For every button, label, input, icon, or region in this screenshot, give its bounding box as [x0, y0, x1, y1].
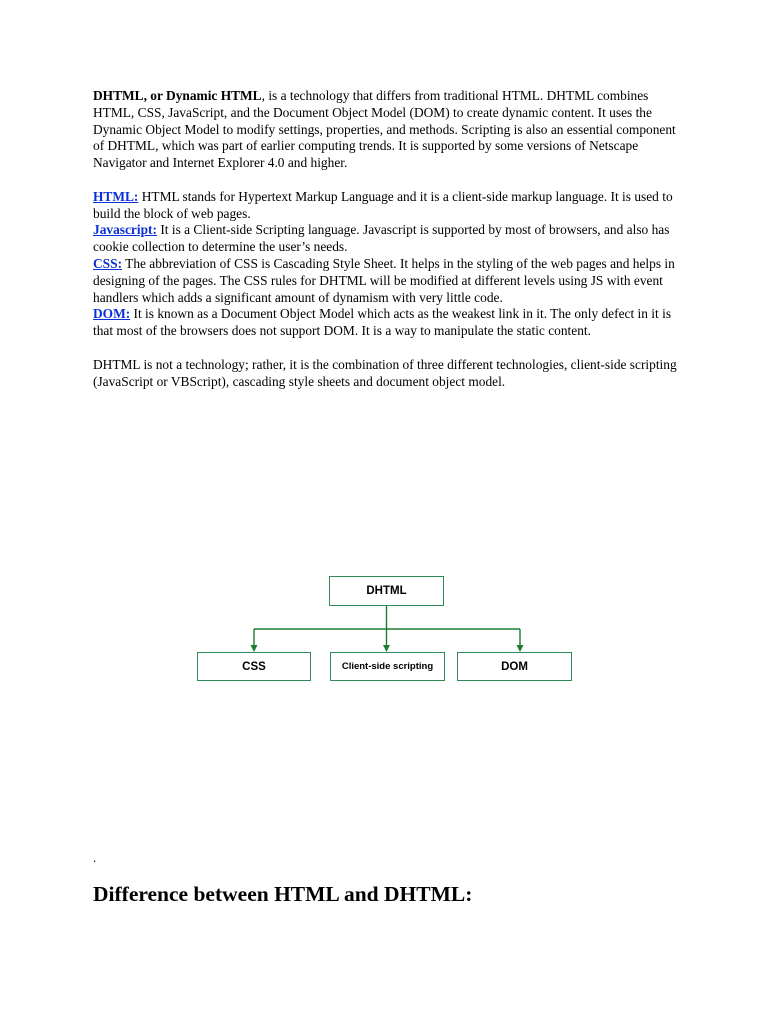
- stray-period: .: [93, 850, 97, 865]
- definition-css-text: The abbreviation of CSS is Cascading Style Sheet. It helps in the styling of the web pages and helps in designing of the pages. The CSS rules for DHTML will be modified at different levels using JS with event handlers which adds a significant amount of dynamism with very little code.: [93, 255, 675, 305]
- section-heading: Difference between HTML and DHTML:: [93, 882, 473, 906]
- arrow-right: [517, 645, 524, 652]
- arrow-left: [251, 645, 258, 652]
- article-body: [93, 88, 683, 390]
- diagram-child-scripting: Client-side scripting: [330, 652, 445, 681]
- intro-paragraph: [93, 88, 683, 172]
- dhtml-diagram: [195, 575, 575, 685]
- link-javascript[interactable]: Javascript:: [93, 222, 157, 238]
- definition-javascript-text: It is a Client-side Scripting language. Javascript is supported by most of browsers, and also has cookie collection to determine the user’s needs.: [93, 222, 670, 255]
- intro-text: , is a technology that differs from traditional HTML. DHTML combines HTML, CSS, JavaScript, and the Document Object Model (DOM) to create dynamic content. It uses the Dynamic Object Model to modify settings, properties, and methods. Scripting is also an essential component of DHTML, which was part of earlier computing trends. It is supported by some versions of Netscape Navigator and Internet Explorer 4.0 and higher.: [93, 88, 676, 171]
- link-html[interactable]: HTML:: [93, 188, 139, 204]
- definition-css: [93, 256, 683, 306]
- intro-lead: DHTML, or Dynamic HTML: [93, 88, 262, 103]
- definition-javascript: [93, 222, 683, 256]
- link-css[interactable]: CSS:: [93, 255, 123, 271]
- diagram-root-box: DHTML: [329, 576, 444, 606]
- diagram-child-dom: DOM: [457, 652, 572, 681]
- definition-dom: [93, 306, 683, 340]
- diagram-child-css: CSS: [197, 652, 311, 681]
- definition-html-text: HTML stands for Hypertext Markup Language and it is a client-side markup language. It is used to build the block of web pages.: [93, 188, 673, 221]
- arrow-center: [383, 645, 390, 652]
- link-dom[interactable]: DOM:: [93, 306, 131, 322]
- definition-html: [93, 189, 683, 223]
- summary-paragraph: DHTML is not a technology; rather, it is the combination of three different technologies, client-side scripting (JavaScript or VBScript), cascading style sheets and document object model.: [93, 356, 677, 389]
- definition-dom-text: It is known as a Document Object Model which acts as the weakest link in it. The only defect in it is that most of the browsers does not support DOM. It is a way to manipulate the static content.: [93, 306, 672, 339]
